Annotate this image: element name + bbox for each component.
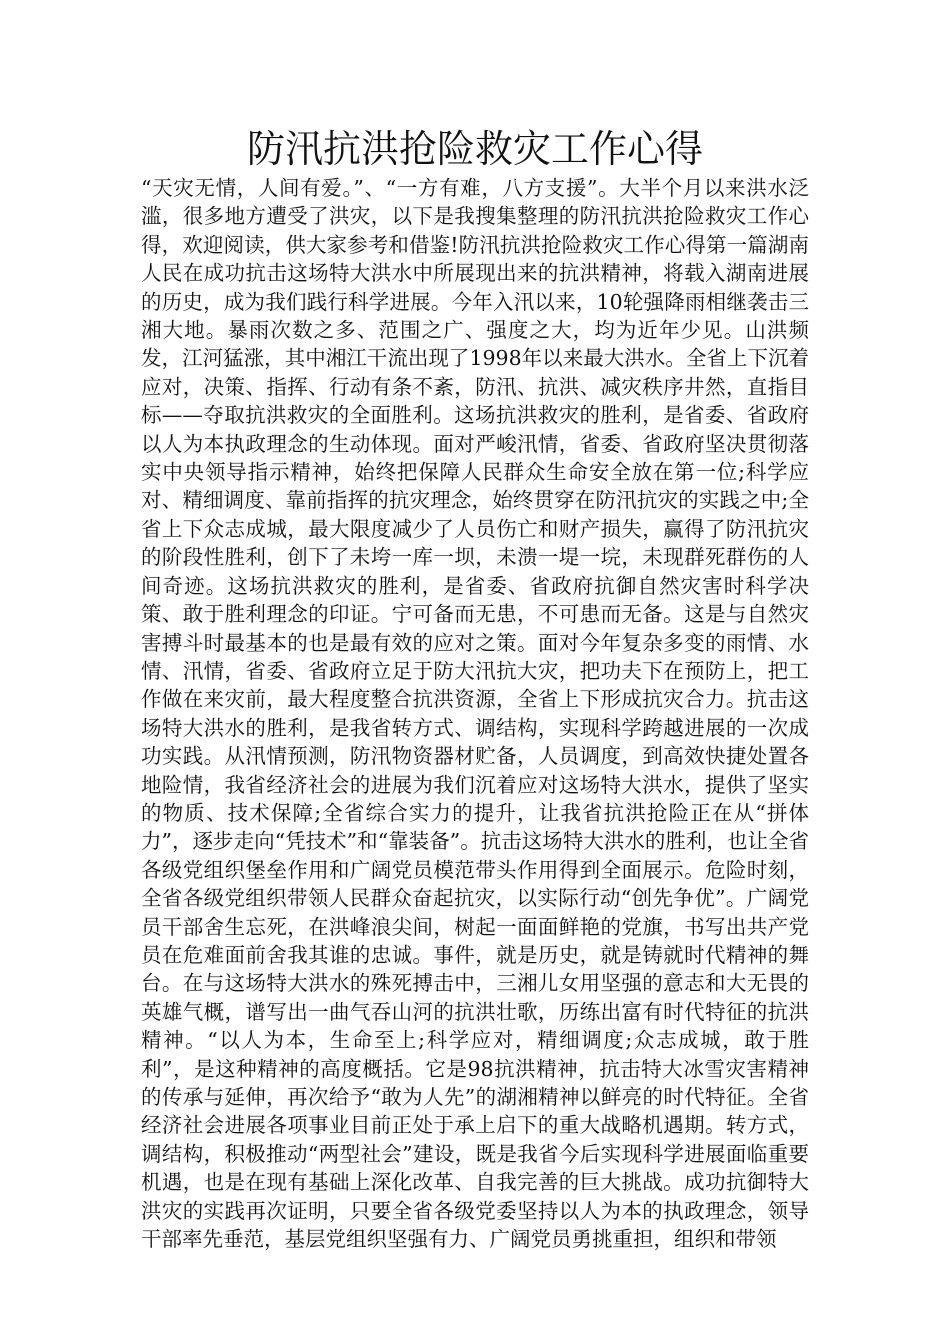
document-body-text: “天灾无情，人间有爱。”、“一方有难，八方支援”。大半个月以来洪水泛滥，很多地方遭受了洪灾，以下是我搜集整理的防汛抗洪抢险救灾工作心得，欢迎阅读，供大家参考和借鉴!防汛抗洪抢险救灾工作心得第一篇湖南人民在成功抗击这场特大洪水中所展现出来的抗洪精神，将载入湖南进展的历史，成为我们践行科学进展。今年入汛以来，10轮强降雨相继袭击三湘大地。暴雨次数之多、范围之广、强度之大，均为近年少见。山洪频发，江河猛涨，其中湘江干流出现了1998年以来最大洪水。全省上下沉着应对，决策、指挥、行动有条不紊，防汛、抗洪、减灾秩序井然，直指目标——夺取抗洪救灾的全面胜利。这场抗洪救灾的胜利，是省委、省政府以人为本执政理念的生动体现。面对严峻汛情，省委、省政府坚决贯彻落实中央领导指示精神，始终把保障人民群众生命安全放在第一位;科学应对、精细调度、靠前指挥的抗灾理念，始终贯穿在防汛抗灾的实践之中;全省上下众志成城，最大限度减少了人员伤亡和财产损失，赢得了防汛抗灾的阶段性胜利，创下了未垮一库一坝，未溃一堤一垸，未现群死群伤的人间奇迹。这场抗洪救灾的胜利，是省委、省政府抗御自然灾害时科学决策、敢于胜利理念的印证。宁可备而无患，不可患而无备。这是与自然灾害搏斗时最基本的也是最有效的应对之策。面对今年复杂多变的雨情、水情、汛情，省委、省政府立足于防大汛抗大灾，把功夫下在预防上，把工作做在来灾前，最大程度整合抗洪资源，全省上下形成抗灾合力。抗击这场特大洪水的胜利，是我省转方式、调结构，实现科学跨越进展的一次成功实践。从汛情预测，防汛物资器材贮备，人员调度，到高效快捷处置各地险情，我省经济社会的进展为我们沉着应对这场特大洪水，提供了坚实的物质、技术保障;全省综合实力的提升，让我省抗洪抢险正在从“拼体力”，逐步走向“凭技术”和“靠装备”。抗击这场特大洪水的胜利，也让全省各级党组织堡垒作用和广阔党员模范带头作用得到全面展示。危险时刻，全省各级党组织带领人民群众奋起抗灾，以实际行动“创先争优”。广阔党员干部舍生忘死，在洪峰浪尖间，树起一面面鲜艳的党旗，书写出共产党员在危难面前舍我其谁的忠诚。事件，就是历史，就是铸就时代精神的舞台。在与这场特大洪水的殊死搏击中，三湘儿女用坚强的意志和大无畏的英雄气概，谱写出一曲气吞山河的抗洪壮歌，历练出富有时代特征的抗洪精神。“以人为本，生命至上;科学应对，精细调度;众志成城，敢于胜利”，是这种精神的高度概括。它是98抗洪精神，抗击特大冰雪灾害精神的传承与延伸，再次给予“敢为人先”的湖湘精神以鲜亮的时代特征。全省经济社会进展各项事业目前正处于承上启下的重大战略机遇期。转方式，调结构，积极推动“两型社会”建设，既是我省今后实现科学进展面临重要机遇，也是在现有基础上深化改革、自我完善的巨大挑战。成功抗御特大洪灾的实践再次证明，只要全省各级党委坚持以人为本的执政理念，领导干部率先垂范，基层党组织坚强有力、广阔党员勇挑重担，组织和带领 — [141, 176, 809, 1252]
document-title: 防汛抗洪抢险救灾工作心得 — [246, 127, 703, 171]
